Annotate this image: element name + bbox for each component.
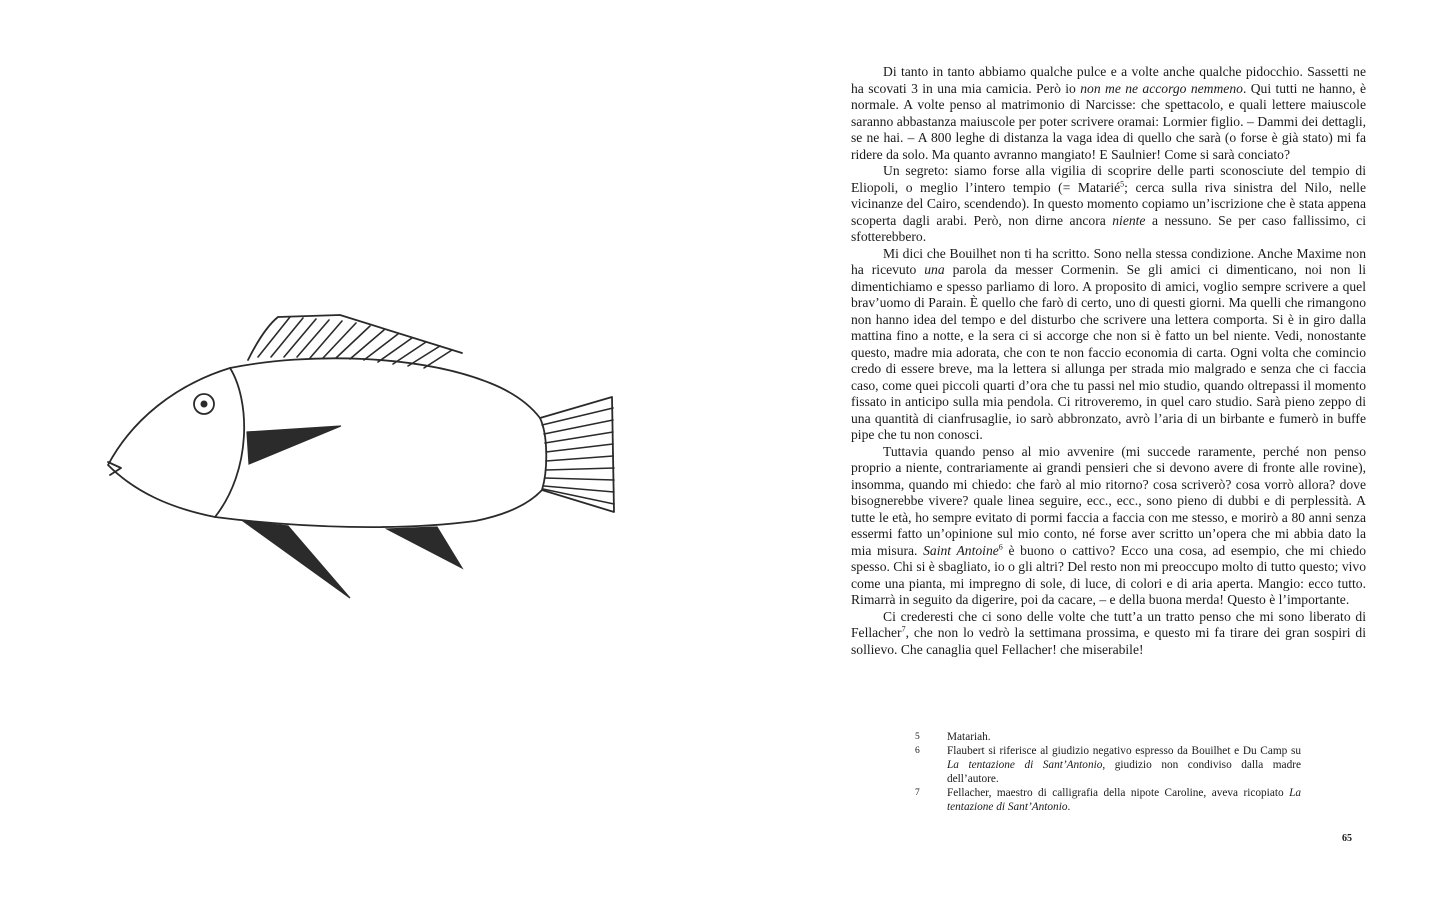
tail-fin-rays	[542, 408, 614, 504]
footnote	[915, 786, 1301, 814]
italic-span: Saint Antoine	[923, 542, 999, 558]
text-span: ; cerca sulla riva sinistra del Nilo, nelle vicinanze del Cairo, scendendo). In questo momento copiamo un’iscrizione che è stata appena scoperta dagli arabi. Però, non dirne ancora	[851, 179, 1366, 228]
italic-span: niente	[1112, 212, 1146, 228]
footnote-number: 6	[915, 746, 920, 756]
italic-span: La tentazione di Sant’Antonio	[947, 787, 1301, 813]
tail-fin	[540, 397, 614, 512]
footnote-ref: 5	[1120, 178, 1125, 188]
pectoral-fin	[247, 426, 341, 464]
text-span: , che non lo vedrò la settimana prossima, e questo mi fa tirare dei gran sospiri di sollievo. Che canaglia quel Fellacher! che miserabile!	[851, 625, 1366, 657]
text-span: , giudizio non condiviso dalla madre dell’autore.	[947, 759, 1301, 785]
fish-body	[108, 358, 546, 527]
footnote	[915, 730, 1301, 744]
anal-fin	[387, 527, 462, 568]
text-span: Fellacher, maestro di calligrafia della nipote Caroline, aveva ricopiato	[947, 787, 1290, 799]
footnote-ref: 7	[901, 624, 906, 634]
gill-line	[215, 368, 244, 517]
text-span: Mi dici che Bouilhet non ti ha scritto. Sono nella stessa condizione. Anche Maxime non ha ricevuto	[851, 245, 1366, 277]
paragraph	[851, 64, 1366, 163]
paragraph	[851, 444, 1366, 609]
text-span: parola da messer Cormenin. Se gli amici ci dimenticano, noi non li dimentichiamo e spesso parliamo di loro. A proposito di amici, voglio sempre scrivere a quel brav’uomo di Parain. È quello che farò di certo, uno di questi giorni. Ma quelli che rimangono non hanno idea del tempo e del disturbo che scrivere una lettera comporta. Si è in giro dalla mattina fino a notte, e la sera ci si accorge che non si è fatto un bel niente. Vedi, nonostante questo, madre mia adorata, che con te non faccio economia di carta. Ogni volta che comincio credo di essere breve, ma la lettera si allunga per strada mio malgrado e senza che ci faccia caso, come quei piccoli quarti d’ora che tu passi nel mio studio, quando oltrepassi il momento fissato in anticipo sulla mia pendola. Ci ritroveremo, in quel caro studio. Sarà pieno zeppo di una quantità di cianfrusaglie, io sarò abbronzato, avrò l’aria di un birbante e fumerò in buffe pipe che tu non conosci.	[851, 262, 1367, 442]
footnote-number: 7	[915, 788, 920, 798]
italic-span: non me ne accorgo nemmeno	[1080, 80, 1243, 96]
text-span: Matariah.	[947, 731, 991, 743]
pelvic-fin	[243, 521, 350, 598]
paragraph	[851, 246, 1366, 444]
text-span: è buono o cattivo? Ecco una cosa, ad esempio, che mi chiedo spesso. Chi si è sbagliato, io o gli altri? Del resto non mi preoccupo molto di tutto questo; vivo come una pianta, mi impregno di sole, di luce, di colori e di aria aperta. Mangio: ecco tutto. Rimarrà in seguito da digerire, poi da cacare, – e della buona merda! Questo è l’importante.	[851, 542, 1366, 607]
letter-body-text	[851, 64, 1366, 658]
text-span: Flaubert si riferisce al giudizio negativo espresso da Bouilhet e Du Camp su	[947, 745, 1301, 757]
footnote-ref: 6	[998, 541, 1003, 551]
text-span: Di tanto in tanto abbiamo qualche pulce e a volte anche qualche pidocchio. Sassetti ne ha scovati 3 in una mia camicia. Però io	[851, 64, 1366, 96]
paragraph	[851, 609, 1366, 659]
fish-illustration	[100, 305, 625, 605]
paragraph	[851, 163, 1366, 246]
text-span: Tuttavia quando penso al mio avvenire (mi succede raramente, perché non penso proprio a niente, contrariamente ai grandi pensieri che si devono avere di fronte alle rovine), insomma, quando mi chiedo: che farò al mio ritorno? cosa scriverò? cosa vorrò allora? dove bisognerebbe vivere? quale linea seguire, ecc., ecc., sono pieno di dubbi e di perplessità. A tutte le età, ho sempre evitato di pormi faccia a faccia con me stesso, e morirò a 80 anni senza essermi fatto un’opinione sul mio conto, né forse aver scritto un’opera che mi abbia dato la mia misura.	[851, 443, 1366, 558]
text-span: .	[1067, 801, 1071, 813]
right-page	[717, 0, 1434, 912]
footnote	[915, 744, 1301, 786]
text-span: Un segreto: siamo forse alla vigilia di scoprire delle parti sconosciute del tempio di Eliopoli, o meglio l’intero tempio (= Matarié	[851, 163, 1366, 195]
text-span: Ci crederesti che ci sono delle volte che tutt’a un tratto penso che mi sono liberato di Fellacher	[851, 608, 1366, 640]
page-number: 65	[1342, 833, 1352, 844]
text-span: a nessuno. Se per caso fallissimo, ci sfotterebbero.	[851, 212, 1366, 244]
footnotes	[915, 730, 1301, 814]
fish-mouth	[108, 462, 121, 475]
italic-span: La tentazione di Sant’Antonio	[947, 759, 1103, 771]
footnote-number: 5	[915, 732, 920, 742]
text-span: . Qui tutti ne hanno, è normale. A volte penso al matrimonio di Narcisse: che spettacolo, e quali lettere maiuscole saranno abbastanza maiuscole per poter scrivere oramai: Lormier figlio. – Dammi dei dettagli, se ne hai. – A 800 leghe di distanza la vaga idea di quello che sarà (o forse è già stato) mi fa ridere da solo. Ma quanto avranno mangiato! E Saulnier! Come si sarà conciato?	[851, 80, 1366, 162]
italic-span: una	[924, 262, 945, 277]
